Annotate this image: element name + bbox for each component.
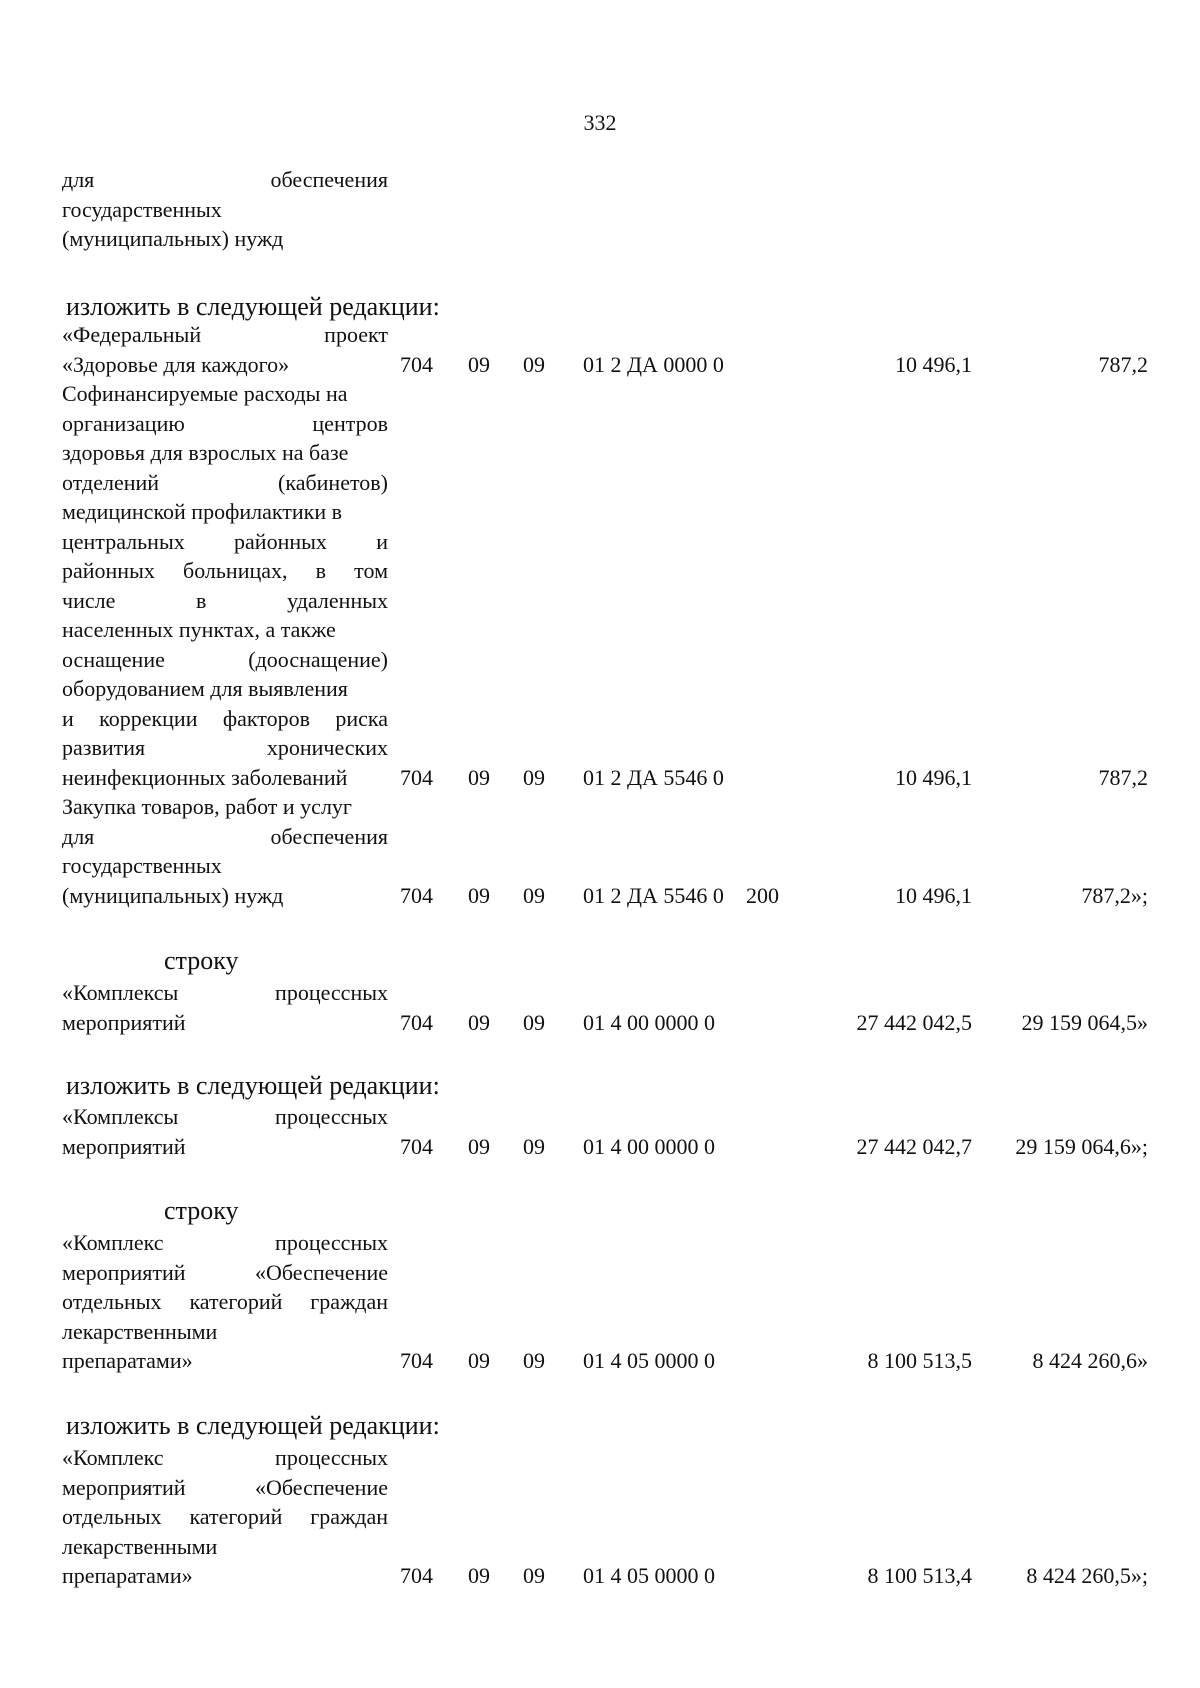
desc-line: здоровья для взрослых на базе <box>62 440 349 465</box>
desc-line: лекарственными <box>62 1318 218 1344</box>
desc-line: государственных <box>62 853 222 878</box>
cell-target-article: 01 4 00 0000 0 <box>583 1009 715 1035</box>
cell-subsection: 09 <box>523 1348 545 1373</box>
cell-subsection: 09 <box>523 1009 545 1035</box>
cell-section: 09 <box>468 1563 490 1588</box>
cell-target-article: 01 2 ДА 5546 0 <box>583 764 724 790</box>
cell-target-article: 01 2 ДА 5546 0 <box>583 882 724 908</box>
desc-line: отделений (кабинетов) <box>62 469 388 495</box>
section-heading-replace: изложить в следующей редакции: <box>66 292 440 321</box>
desc-line: препаратами» <box>62 1563 193 1588</box>
cell-amount-1: 10 496,1 <box>895 764 972 790</box>
desc-line: мероприятий «Обеспечение <box>62 1474 388 1500</box>
desc-line: оснащение (дооснащение) <box>62 646 388 672</box>
cell-section: 09 <box>468 351 490 377</box>
cell-section: 09 <box>468 764 490 790</box>
cell-grbs: 704 <box>400 1563 433 1588</box>
cell-amount-2: 8 424 260,5»; <box>1026 1563 1148 1588</box>
desc-line: «Комплексы процессных <box>62 980 388 1005</box>
cell-amount-2: 8 424 260,6» <box>1032 1348 1148 1373</box>
desc-line: отдельных категорий граждан <box>62 1289 388 1314</box>
desc-line: (муниципальных) нужд <box>62 226 284 251</box>
cell-amount-1: 10 496,1 <box>895 351 972 377</box>
desc-line: населенных пунктах, а также <box>62 617 336 642</box>
desc-line: «Здоровье для каждого» <box>62 351 290 377</box>
cell-grbs: 704 <box>400 764 433 790</box>
row-description-procurement <box>62 792 388 910</box>
cell-target-article: 01 2 ДА 0000 0 <box>583 351 724 377</box>
desc-line: (муниципальных) нужд <box>62 882 284 908</box>
cell-amount-2: 29 159 064,6»; <box>1015 1133 1148 1159</box>
cell-amount-1: 27 442 042,7 <box>856 1133 972 1159</box>
cell-target-article: 01 4 00 0000 0 <box>583 1133 715 1159</box>
desc-line: Софинансируемые расходы на <box>62 381 348 406</box>
cell-target-article: 01 4 05 0000 0 <box>583 1348 715 1373</box>
desc-line: числе в удаленных <box>62 587 388 613</box>
cell-subsection: 09 <box>523 351 545 377</box>
desc-line: районных больницах, в том <box>62 558 388 583</box>
desc-line: «Комплексы процессных <box>62 1104 388 1129</box>
cell-amount-2: 787,2 <box>1098 764 1148 790</box>
section-heading-line: строку <box>164 1196 239 1225</box>
desc-line: мероприятий <box>62 1133 186 1159</box>
desc-line: «Комплекс процессных <box>62 1445 388 1470</box>
desc-line: препаратами» <box>62 1348 193 1373</box>
cell-section: 09 <box>468 882 490 908</box>
desc-line: лекарственными <box>62 1533 218 1559</box>
row-description-process-complexes-new <box>62 1102 388 1161</box>
desc-line: для обеспечения <box>62 823 388 849</box>
cell-amount-1: 10 496,1 <box>895 882 972 908</box>
desc-line: центральных районных и <box>62 528 388 554</box>
desc-line: и коррекции факторов риска <box>62 705 388 731</box>
section-heading-replace: изложить в следующей редакции: <box>66 1071 440 1100</box>
cell-grbs: 704 <box>400 351 433 377</box>
cell-amount-2: 787,2 <box>1098 351 1148 377</box>
desc-line: «Федеральный проект <box>62 322 388 347</box>
row-description-medicines-complex-new <box>62 1443 388 1591</box>
desc-line: мероприятий «Обеспечение <box>62 1259 388 1285</box>
desc-line: государственных <box>62 196 222 222</box>
desc-line: «Комплекс процессных <box>62 1230 388 1255</box>
cell-expense-type: 200 <box>746 882 779 908</box>
cell-section: 09 <box>468 1348 490 1373</box>
desc-line: для обеспечения <box>62 167 388 192</box>
row-description-medicines-complex <box>62 1228 388 1376</box>
cell-section: 09 <box>468 1133 490 1159</box>
row-description-process-complexes <box>62 978 388 1037</box>
row-description-cofinanced-expenses <box>62 379 388 792</box>
desc-line: организацию центров <box>62 410 388 436</box>
desc-line: оборудованием для выявления <box>62 676 348 701</box>
cell-amount-1: 27 442 042,5 <box>856 1009 972 1035</box>
cell-subsection: 09 <box>523 1563 545 1588</box>
cell-grbs: 704 <box>400 1133 433 1159</box>
row-description-top-fragment <box>62 165 388 254</box>
section-heading-replace: изложить в следующей редакции: <box>66 1411 440 1440</box>
cell-section: 09 <box>468 1009 490 1035</box>
cell-subsection: 09 <box>523 1133 545 1159</box>
desc-line: неинфекционных заболеваний <box>62 764 348 790</box>
page-number: 332 <box>583 110 617 135</box>
cell-subsection: 09 <box>523 882 545 908</box>
cell-grbs: 704 <box>400 882 433 908</box>
cell-amount-2: 787,2»; <box>1081 882 1148 908</box>
cell-subsection: 09 <box>523 764 545 790</box>
desc-line: медицинской профилактики в <box>62 499 342 524</box>
cell-amount-2: 29 159 064,5» <box>1021 1009 1148 1035</box>
desc-line: развития хронических <box>62 735 388 760</box>
cell-grbs: 704 <box>400 1009 433 1035</box>
desc-line: Закупка товаров, работ и услуг <box>62 794 352 819</box>
row-description-federal-project <box>62 320 388 379</box>
desc-line: отдельных категорий граждан <box>62 1504 388 1529</box>
cell-grbs: 704 <box>400 1348 433 1373</box>
section-heading-line: строку <box>164 946 239 975</box>
desc-line: мероприятий <box>62 1009 186 1035</box>
cell-target-article: 01 4 05 0000 0 <box>583 1563 715 1588</box>
cell-amount-1: 8 100 513,4 <box>867 1563 972 1588</box>
cell-amount-1: 8 100 513,5 <box>867 1348 972 1373</box>
